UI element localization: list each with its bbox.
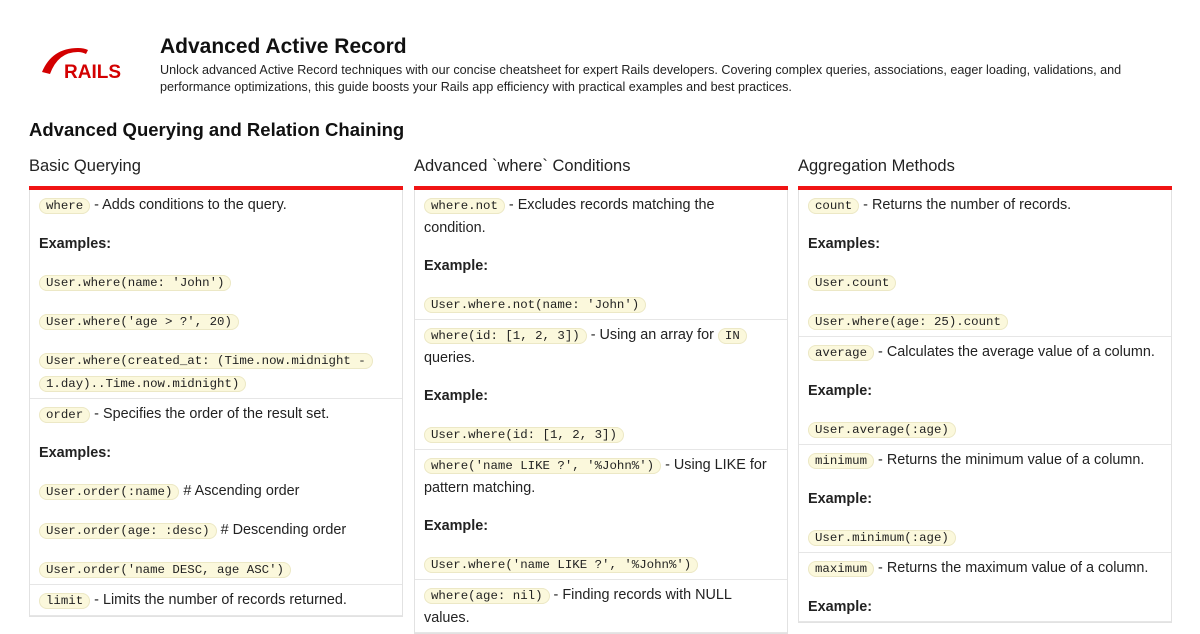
method-description: - Calculates the average value of a column. <box>874 344 1155 360</box>
example-code: User.order(age: :desc) <box>39 523 217 539</box>
column-1 <box>414 156 788 634</box>
column-card <box>414 190 788 634</box>
column-0 <box>29 156 403 617</box>
method-description: - Using an array for <box>586 327 718 343</box>
column-card <box>798 190 1172 623</box>
page-title: Advanced Active Record <box>160 35 407 58</box>
example-code: User.average(:age) <box>808 422 956 438</box>
cheat-item <box>30 399 402 585</box>
example-code: User.where.not(name: 'John') <box>424 297 646 313</box>
method-code: maximum <box>808 561 874 577</box>
example-code: User.where(id: [1, 2, 3]) <box>424 427 624 443</box>
method-description: - Returns the maximum value of a column. <box>874 560 1149 576</box>
rails-logo <box>38 42 128 84</box>
cheat-item <box>415 190 787 320</box>
page-description: Unlock advanced Active Record techniques with our concise cheatsheet for expert Rails developers. Covering complex queries, associations, eager loading, validations, and performance optimizations, this guide boosts your Rails app efficiency with practical examples and best practices. <box>160 63 1122 94</box>
example-code: User.where(name: 'John') <box>39 275 231 291</box>
example-comment: # Descending order <box>216 522 347 538</box>
method-description: - Finding records with NULL values. <box>424 587 732 626</box>
cheat-item <box>30 190 402 399</box>
method-description: - Using LIKE for pattern matching. <box>424 457 767 496</box>
method-code: order <box>39 407 90 423</box>
examples-label: Example: <box>424 258 488 274</box>
example-comment: # Ascending order <box>179 483 300 499</box>
examples-label: Example: <box>424 518 488 534</box>
example-code: User.where('age > ?', 20) <box>39 314 239 330</box>
cheat-item <box>799 190 1171 337</box>
inline-code: IN <box>718 328 747 344</box>
example-code: User.where(age: 25).count <box>808 314 1008 330</box>
method-description: - Excludes records matching the condition. <box>424 197 715 236</box>
method-code: count <box>808 198 859 214</box>
method-code: where(id: [1, 2, 3]) <box>424 328 587 344</box>
section-title: Advanced Querying and Relation Chaining <box>29 119 405 140</box>
method-description: - Limits the number of records returned. <box>90 592 347 608</box>
cheat-item <box>799 337 1171 445</box>
method-code: limit <box>39 593 90 609</box>
cheat-item <box>799 445 1171 553</box>
method-description: - Returns the minimum value of a column. <box>874 452 1145 468</box>
examples-label: Example: <box>424 388 488 404</box>
example-code: User.order('name DESC, age ASC') <box>39 562 291 578</box>
method-code: where(age: nil) <box>424 588 550 604</box>
method-description-cont: queries. <box>424 350 476 366</box>
cheat-item <box>415 320 787 450</box>
method-code: where <box>39 198 90 214</box>
examples-label: Examples: <box>808 236 880 252</box>
column-card <box>29 190 403 617</box>
method-code: where('name LIKE ?', '%John%') <box>424 458 661 474</box>
cheat-item <box>30 585 402 616</box>
column-2 <box>798 156 1172 623</box>
example-code: User.where(created_at: (Time.now.midnight - 1.day)..Time.now.midnight) <box>39 353 373 392</box>
column-title: Advanced `where` Conditions <box>414 157 631 175</box>
examples-label: Example: <box>808 599 872 615</box>
method-code: minimum <box>808 453 874 469</box>
examples-label: Example: <box>808 383 872 399</box>
column-title: Aggregation Methods <box>798 157 955 175</box>
example-code: User.order(:name) <box>39 484 179 500</box>
method-code: average <box>808 345 874 361</box>
examples-label: Example: <box>808 491 872 507</box>
cheat-item <box>799 553 1171 622</box>
example-code: User.count <box>808 275 896 291</box>
method-code: where.not <box>424 198 505 214</box>
method-description: - Adds conditions to the query. <box>90 197 287 213</box>
method-description: - Returns the number of records. <box>859 197 1072 213</box>
cheat-item <box>415 580 787 633</box>
example-code: User.minimum(:age) <box>808 530 956 546</box>
examples-label: Examples: <box>39 445 111 461</box>
svg-text:RAILS: RAILS <box>64 62 121 83</box>
cheat-item <box>415 450 787 580</box>
examples-label: Examples: <box>39 236 111 252</box>
method-description: - Specifies the order of the result set. <box>90 406 330 422</box>
column-title: Basic Querying <box>29 157 141 175</box>
example-code: User.where('name LIKE ?', '%John%') <box>424 557 698 573</box>
